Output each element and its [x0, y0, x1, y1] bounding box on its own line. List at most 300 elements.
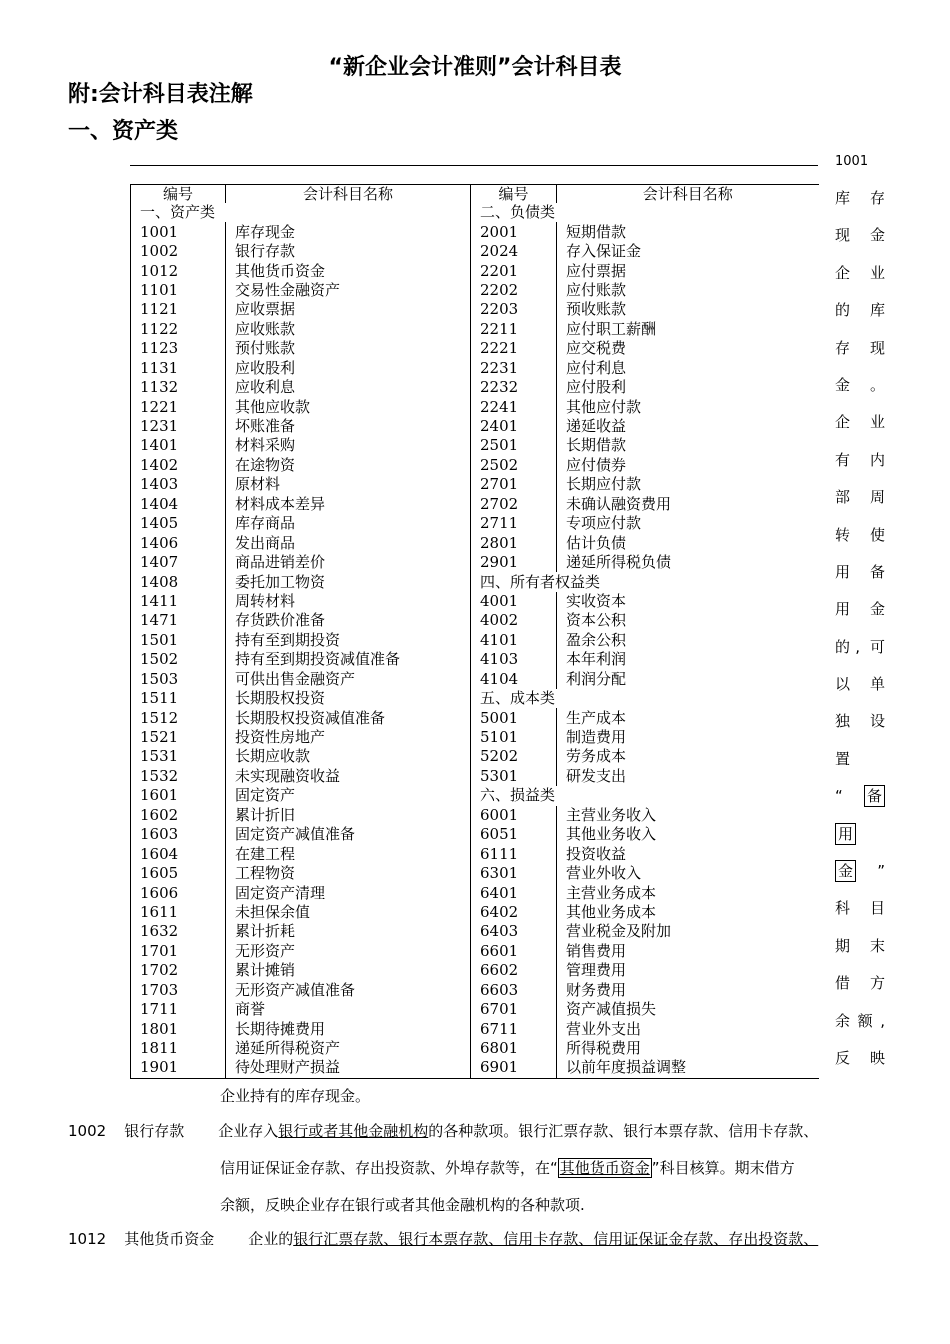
account-code: 1503: [131, 670, 226, 689]
table-row: [131, 981, 819, 1000]
account-name: 商誉: [226, 1000, 471, 1019]
account-name: 交易性金融资产: [226, 281, 471, 300]
account-name: 库存商品: [226, 514, 471, 533]
side-note-char: 期: [835, 936, 858, 955]
side-note-char: 的,: [835, 637, 860, 656]
account-name: 坏账准备: [226, 417, 471, 436]
account-name: 应收股利: [226, 359, 471, 378]
side-note-line: [835, 853, 885, 890]
account-code: 1403: [131, 475, 226, 494]
account-code: 1603: [131, 825, 226, 844]
account-code: 1121: [131, 300, 226, 319]
account-name: 材料成本差异: [226, 495, 471, 514]
account-code: 2203: [471, 300, 557, 319]
side-note-char: 科: [835, 899, 858, 918]
side-note-char: 映: [869, 1048, 885, 1067]
category-label: 六、损益类: [471, 786, 819, 805]
account-code: 1701: [131, 942, 226, 961]
table-row: [131, 417, 819, 436]
account-code: 6401: [471, 883, 557, 902]
account-code: 2501: [471, 436, 557, 455]
account-name: 递延收益: [557, 417, 819, 436]
account-code: 1012: [131, 261, 226, 280]
table-row: [131, 689, 819, 708]
account-code: 1512: [131, 708, 226, 727]
account-name: 营业税金及附加: [557, 922, 819, 941]
table-row: [131, 203, 819, 222]
side-note-line: [835, 367, 885, 404]
table-row: [131, 222, 819, 241]
header-account-name: 会计科目名称: [557, 185, 819, 204]
table-row: [131, 242, 819, 261]
account-code: 6601: [471, 942, 557, 961]
account-name: 存入保证金: [557, 242, 819, 261]
account-name: 研发支出: [557, 767, 819, 786]
note-1002-line-1: [68, 1120, 818, 1141]
side-note-char: 周: [869, 488, 885, 507]
account-code: 6603: [471, 981, 557, 1000]
side-note-line: [835, 330, 885, 367]
account-code: 6051: [471, 825, 557, 844]
table-row: [131, 261, 819, 280]
account-name: 固定资产清理: [226, 883, 471, 902]
account-code: 2024: [471, 242, 557, 261]
side-note-char: 库: [869, 301, 885, 320]
account-name: 以前年度损益调整: [557, 1058, 819, 1078]
table-row: [131, 611, 819, 630]
side-note-line: [835, 928, 885, 965]
table-row: [131, 650, 819, 669]
note-1002-line-2: [220, 1157, 795, 1178]
side-note-line: [835, 479, 885, 516]
side-note-line: [835, 741, 885, 778]
account-name: 无形资产减值准备: [226, 981, 471, 1000]
side-note-line: [835, 1003, 885, 1040]
account-name: 盈余公积: [557, 631, 819, 650]
account-code: 1401: [131, 436, 226, 455]
account-code: 5202: [471, 747, 557, 766]
account-name: 累计摊销: [226, 961, 471, 980]
appendix-heading: 附:会计科目表注解: [68, 82, 253, 107]
document-title: “新企业会计准则”会计科目表: [328, 55, 622, 80]
account-code: 1531: [131, 747, 226, 766]
account-name: 应付利息: [557, 359, 819, 378]
table-row: [131, 592, 819, 611]
account-name: 长期应付款: [557, 475, 819, 494]
side-note-char: 单: [869, 675, 885, 694]
table-row: [131, 397, 819, 416]
account-code: 1402: [131, 456, 226, 475]
side-note-char: 部: [835, 488, 858, 507]
table-row: [131, 553, 819, 572]
side-note-char: 独: [835, 712, 858, 731]
table-body: [131, 203, 819, 1078]
account-code: 1001: [131, 222, 226, 241]
account-code: 1611: [131, 903, 226, 922]
category-label: 二、负债类: [471, 203, 819, 222]
account-code: 1703: [131, 981, 226, 1000]
table-row: [131, 961, 819, 980]
account-code: 1811: [131, 1039, 226, 1058]
account-name: 管理费用: [557, 961, 819, 980]
note-link: 银行汇票存款、银行本票存款、信用卡存款、信用证保证金存款、存出投资款、: [293, 1230, 819, 1248]
table-row: [131, 339, 819, 358]
account-name: 工程物资: [226, 864, 471, 883]
account-code: 1002: [131, 242, 226, 261]
account-name: 长期借款: [557, 436, 819, 455]
account-name: 累计折耗: [226, 922, 471, 941]
account-name: 预收账款: [557, 300, 819, 319]
side-note-line: [835, 255, 885, 292]
side-note-char: 业: [869, 413, 885, 432]
account-name: 营业外支出: [557, 1019, 819, 1038]
account-code: 2702: [471, 495, 557, 514]
account-code: 2001: [471, 222, 557, 241]
account-code: 2201: [471, 261, 557, 280]
header-account-name: 会计科目名称: [226, 185, 471, 204]
horizontal-rule: [130, 165, 818, 166]
account-code: 6901: [471, 1058, 557, 1078]
side-note-char: “: [835, 787, 843, 806]
table-row: [131, 514, 819, 533]
side-note-line: [835, 816, 885, 853]
section-heading: 一、资产类: [68, 119, 179, 144]
table-row: [131, 883, 819, 902]
account-name: 资本公积: [557, 611, 819, 630]
note-1001-tail: 企业持有的库存现金。: [220, 1087, 371, 1105]
table-row: [131, 903, 819, 922]
account-code: 1122: [131, 320, 226, 339]
account-code: 1601: [131, 786, 226, 805]
table-row: [131, 320, 819, 339]
account-code: 1471: [131, 611, 226, 630]
account-name: 应付股利: [557, 378, 819, 397]
table-row: [131, 456, 819, 475]
account-code: 4104: [471, 670, 557, 689]
account-name: 库存现金: [226, 222, 471, 241]
account-name: 委托加工物资: [226, 572, 471, 591]
table-row: [131, 864, 819, 883]
account-code: 2211: [471, 320, 557, 339]
table-row: [131, 300, 819, 319]
account-code: 1521: [131, 728, 226, 747]
account-name: 短期借款: [557, 222, 819, 241]
side-note-char: 目: [869, 899, 885, 918]
side-note-char: 转: [835, 525, 858, 544]
account-code: 6001: [471, 806, 557, 825]
side-note-char: 方: [869, 974, 885, 993]
account-name: 其他业务收入: [557, 825, 819, 844]
table-row: [131, 572, 819, 591]
side-note-char: 可: [869, 637, 885, 656]
side-note-char: 备: [864, 785, 885, 807]
account-name: 应交税费: [557, 339, 819, 358]
account-code: 2502: [471, 456, 557, 475]
account-code: 2231: [471, 359, 557, 378]
note-code-1001: 1001: [835, 154, 869, 169]
account-code: 6801: [471, 1039, 557, 1058]
account-name: 预付账款: [226, 339, 471, 358]
table-row: [131, 942, 819, 961]
account-code: 2901: [471, 553, 557, 572]
side-note-char: 企: [835, 413, 858, 432]
side-note-char: 金: [869, 600, 885, 619]
account-name: 制造费用: [557, 728, 819, 747]
account-code: 1602: [131, 806, 226, 825]
side-note-char: 以: [835, 675, 858, 694]
note-link: 银行或者其他金融机构: [278, 1122, 429, 1140]
side-note-line: [835, 965, 885, 1002]
account-code: 1606: [131, 883, 226, 902]
category-label: 一、资产类: [131, 203, 471, 222]
account-name: 主营业务收入: [557, 806, 819, 825]
account-name: 应付职工薪酬: [557, 320, 819, 339]
side-note-line: [835, 890, 885, 927]
side-note-char: 。: [869, 375, 885, 394]
account-name: 持有至到期投资减值准备: [226, 650, 471, 669]
side-note-line: [835, 703, 885, 740]
table-row: [131, 631, 819, 650]
header-code: 编号: [131, 185, 226, 204]
side-note-char: 有: [835, 450, 858, 469]
account-name: 存货跌价准备: [226, 611, 471, 630]
table-row: [131, 767, 819, 786]
account-name: 未确认融资费用: [557, 495, 819, 514]
account-name: 应付债券: [557, 456, 819, 475]
account-name: 固定资产减值准备: [226, 825, 471, 844]
account-code: 4002: [471, 611, 557, 630]
account-name: 在途物资: [226, 456, 471, 475]
account-name: 财务费用: [557, 981, 819, 1000]
account-name: 劳务成本: [557, 747, 819, 766]
account-name: 银行存款: [226, 242, 471, 261]
account-name: 本年利润: [557, 650, 819, 669]
account-code: 1501: [131, 631, 226, 650]
account-name: 其他应收款: [226, 397, 471, 416]
side-note-char: 用: [835, 600, 858, 619]
table-row: [131, 1058, 819, 1078]
account-code: 1132: [131, 378, 226, 397]
account-name: 应付票据: [557, 261, 819, 280]
account-code: 1405: [131, 514, 226, 533]
account-code: 1404: [131, 495, 226, 514]
table-row: [131, 728, 819, 747]
side-note-char: 存: [835, 338, 858, 357]
account-code: 1502: [131, 650, 226, 669]
side-note-char: 金: [869, 226, 885, 245]
account-code: 1532: [131, 767, 226, 786]
table-row: [131, 844, 819, 863]
account-code: 2221: [471, 339, 557, 358]
side-note-char: 金: [835, 860, 856, 882]
note-code: 1002: [68, 1122, 107, 1140]
side-note-char: 内: [869, 450, 885, 469]
account-code: 2202: [471, 281, 557, 300]
side-note-line: [835, 591, 885, 628]
account-name: 在建工程: [226, 844, 471, 863]
account-name: 其他货币资金: [226, 261, 471, 280]
account-code: 1605: [131, 864, 226, 883]
account-name: 投资性房地产: [226, 728, 471, 747]
note-text: 的各种款项。银行汇票存款、银行本票存款、信用卡存款、: [428, 1122, 819, 1140]
side-note-char: 用: [835, 823, 856, 845]
account-name: 投资收益: [557, 844, 819, 863]
account-code: 4103: [471, 650, 557, 669]
account-name: 应收利息: [226, 378, 471, 397]
note-code: 1012: [68, 1230, 107, 1248]
account-code: 1231: [131, 417, 226, 436]
table-row: [131, 359, 819, 378]
side-note-char: 置: [835, 749, 851, 768]
account-name: 实收资本: [557, 592, 819, 611]
note-text: 信用证保证金存款、存出投资款、外埠存款等，在“: [220, 1159, 558, 1177]
side-note-char: ”: [877, 862, 885, 881]
account-name: 持有至到期投资: [226, 631, 471, 650]
account-code: 1131: [131, 359, 226, 378]
account-code: 1604: [131, 844, 226, 863]
side-note-char: 的: [835, 301, 858, 320]
account-name: 应收票据: [226, 300, 471, 319]
account-code: 6402: [471, 903, 557, 922]
account-name: 无形资产: [226, 942, 471, 961]
account-code: 6301: [471, 864, 557, 883]
header-code: 编号: [471, 185, 557, 204]
side-note-column: [835, 180, 885, 1077]
side-note-line: [835, 180, 885, 217]
account-code: 6602: [471, 961, 557, 980]
side-note-char: 金: [835, 375, 858, 394]
side-note-line: [835, 292, 885, 329]
side-note-char: 反: [835, 1048, 858, 1067]
account-name: 资产减值损失: [557, 1000, 819, 1019]
account-name: 递延所得税负债: [557, 553, 819, 572]
account-name: 所得税费用: [557, 1039, 819, 1058]
account-name: 生产成本: [557, 708, 819, 727]
side-note-line: [835, 629, 885, 666]
account-code: 2711: [471, 514, 557, 533]
note-1012-line-1: [68, 1228, 818, 1249]
note-account-name: 其他货币资金: [124, 1230, 215, 1248]
side-note-char: 库: [835, 189, 858, 207]
account-name: 其他业务成本: [557, 903, 819, 922]
table-row: [131, 1039, 819, 1058]
account-name: 累计折旧: [226, 806, 471, 825]
account-code: 1901: [131, 1058, 226, 1078]
side-note-char: 用: [835, 562, 858, 581]
account-code: 2232: [471, 378, 557, 397]
side-note-char: 备: [869, 562, 885, 581]
account-name: 长期应收款: [226, 747, 471, 766]
account-name: 主营业务成本: [557, 883, 819, 902]
account-code: 1711: [131, 1000, 226, 1019]
side-note-line: [835, 1040, 885, 1077]
account-name: 固定资产: [226, 786, 471, 805]
side-note-line: [835, 517, 885, 554]
side-note-char: 现: [869, 338, 885, 357]
account-name: 材料采购: [226, 436, 471, 455]
account-name: 营业外收入: [557, 864, 819, 883]
account-name: 未担保余值: [226, 903, 471, 922]
side-note-char: 余额,: [835, 1011, 885, 1030]
account-code: 1408: [131, 572, 226, 591]
table-row: [131, 922, 819, 941]
table-row: [131, 1000, 819, 1019]
account-name: 应付账款: [557, 281, 819, 300]
account-name: 待处理财产损益: [226, 1058, 471, 1078]
account-name: 利润分配: [557, 670, 819, 689]
account-code: 1221: [131, 397, 226, 416]
table-row: [131, 1019, 819, 1038]
note-1002-line-3: 余额，反映企业存在银行或者其他金融机构的各种款项.: [220, 1196, 585, 1214]
account-name: 未实现融资收益: [226, 767, 471, 786]
account-name: 商品进销差价: [226, 553, 471, 572]
accounts-table: [130, 184, 819, 1079]
account-name: 周转材料: [226, 592, 471, 611]
side-note-line: [835, 554, 885, 591]
account-code: 1406: [131, 533, 226, 552]
account-name: 其他应付款: [557, 397, 819, 416]
account-name: 原材料: [226, 475, 471, 494]
account-code: 1407: [131, 553, 226, 572]
side-note-char: 企: [835, 263, 858, 282]
note-account-name: 银行存款: [124, 1122, 185, 1140]
account-code: 2241: [471, 397, 557, 416]
table-row: [131, 786, 819, 805]
table-row: [131, 436, 819, 455]
account-code: 2401: [471, 417, 557, 436]
account-code: 2701: [471, 475, 557, 494]
account-name: 可供出售金融资产: [226, 670, 471, 689]
account-code: 6403: [471, 922, 557, 941]
category-label: 五、成本类: [471, 689, 819, 708]
account-name: 应收账款: [226, 320, 471, 339]
side-note-char: 借: [835, 974, 858, 993]
account-code: 1123: [131, 339, 226, 358]
account-name: 长期股权投资减值准备: [226, 708, 471, 727]
side-note-line: [835, 404, 885, 441]
side-note-line: [835, 217, 885, 254]
side-note-char: 末: [869, 936, 885, 955]
account-code: 1632: [131, 922, 226, 941]
account-code: 1101: [131, 281, 226, 300]
side-note-line: [835, 666, 885, 703]
account-code: 1702: [131, 961, 226, 980]
table-row: [131, 670, 819, 689]
account-name: 专项应付款: [557, 514, 819, 533]
account-code: 6111: [471, 844, 557, 863]
category-label: 四、所有者权益类: [471, 572, 819, 591]
account-code: 2801: [471, 533, 557, 552]
account-code: 4101: [471, 631, 557, 650]
account-code: 5301: [471, 767, 557, 786]
table-row: [131, 281, 819, 300]
side-note-char: 使: [869, 525, 885, 544]
side-note-char: 业: [869, 263, 885, 282]
table-row: [131, 806, 819, 825]
table-row: [131, 708, 819, 727]
account-name: 估计负债: [557, 533, 819, 552]
account-name: 销售费用: [557, 942, 819, 961]
side-note-line: [835, 778, 885, 815]
account-code: 6701: [471, 1000, 557, 1019]
note-text: ”科目核算。期末借方: [651, 1159, 795, 1177]
table-row: [131, 495, 819, 514]
note-text: 企业的: [248, 1230, 294, 1248]
account-name: 递延所得税资产: [226, 1039, 471, 1058]
table-header-row: [131, 185, 819, 204]
account-code: 1801: [131, 1019, 226, 1038]
side-note-char: 存: [869, 189, 885, 207]
